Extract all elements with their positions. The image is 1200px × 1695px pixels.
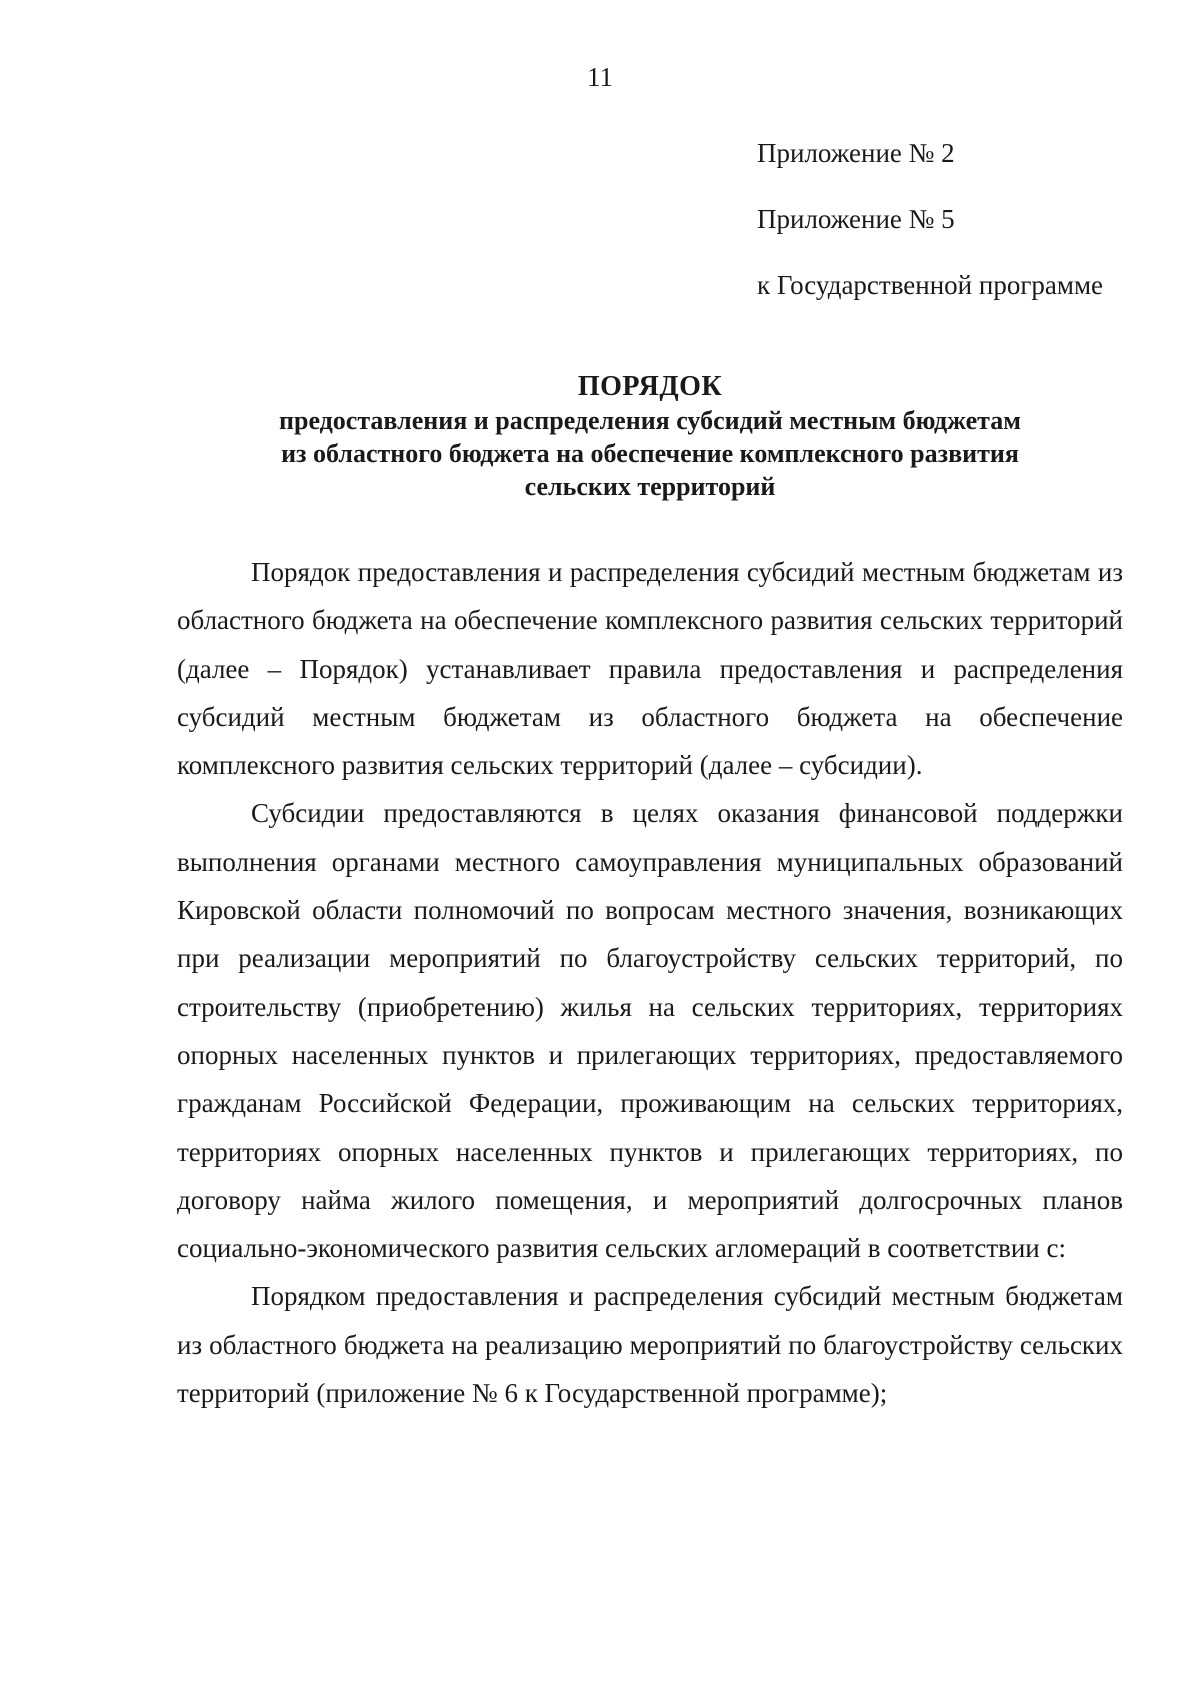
title-subtitle-line-3: сельских территорий: [524, 472, 776, 501]
paragraph-purpose: Субсидии предоставляются в целях оказания финансовой поддержки выполнения органами местного самоуправления муниципальных образований Кировской области полномочий по вопросам местного значения, возникающих при реализации мероприятий по благоустройству сельских территорий, по строительству (приобретению) жилья на сельских территориях, территориях опорных населенных пунктов и прилегающих территориях, предоставляемого гражданам Российской Федерации, проживающим на сельских территориях, территориях опорных населенных пунктов и прилегающих территориях, по договору найма жилого помещения, и мероприятий долгосрочных планов социально-экономического развития сельских агломераций в соответствии с:: [177, 798, 1123, 1264]
appendix-program-reference: к Государственной программе: [757, 270, 1104, 300]
paragraph-reference: Порядком предоставления и распределения субсидий местным бюджетам из областного бюджета на реализацию мероприятий по благоустройству сельских территорий (приложение № 6 к Государственной программе);: [177, 1281, 1123, 1409]
appendix-reference-2: Приложение № 2: [757, 138, 955, 168]
page-number: 11: [587, 62, 613, 92]
document-body: [177, 548, 1123, 1417]
paragraph-scope: Порядок предоставления и распределения субсидий местным бюджетам из областного бюджета на обеспечение комплексного развития сельских территорий (далее – Порядок) устанавливает правила предоставления и распределения субсидий местным бюджетам из областного бюджета на обеспечение комплексного развития сельских территорий (далее – субсидии).: [177, 557, 1123, 781]
document-title: [210, 370, 1090, 503]
title-subtitle-line-2: из областного бюджета на обеспечение комплексного развития: [281, 439, 1019, 468]
title-subtitle-line-1: предоставления и распределения субсидий местным бюджетам: [279, 406, 1021, 435]
title-main: ПОРЯДОК: [577, 371, 723, 402]
appendix-reference-5: Приложение № 5: [757, 204, 955, 234]
